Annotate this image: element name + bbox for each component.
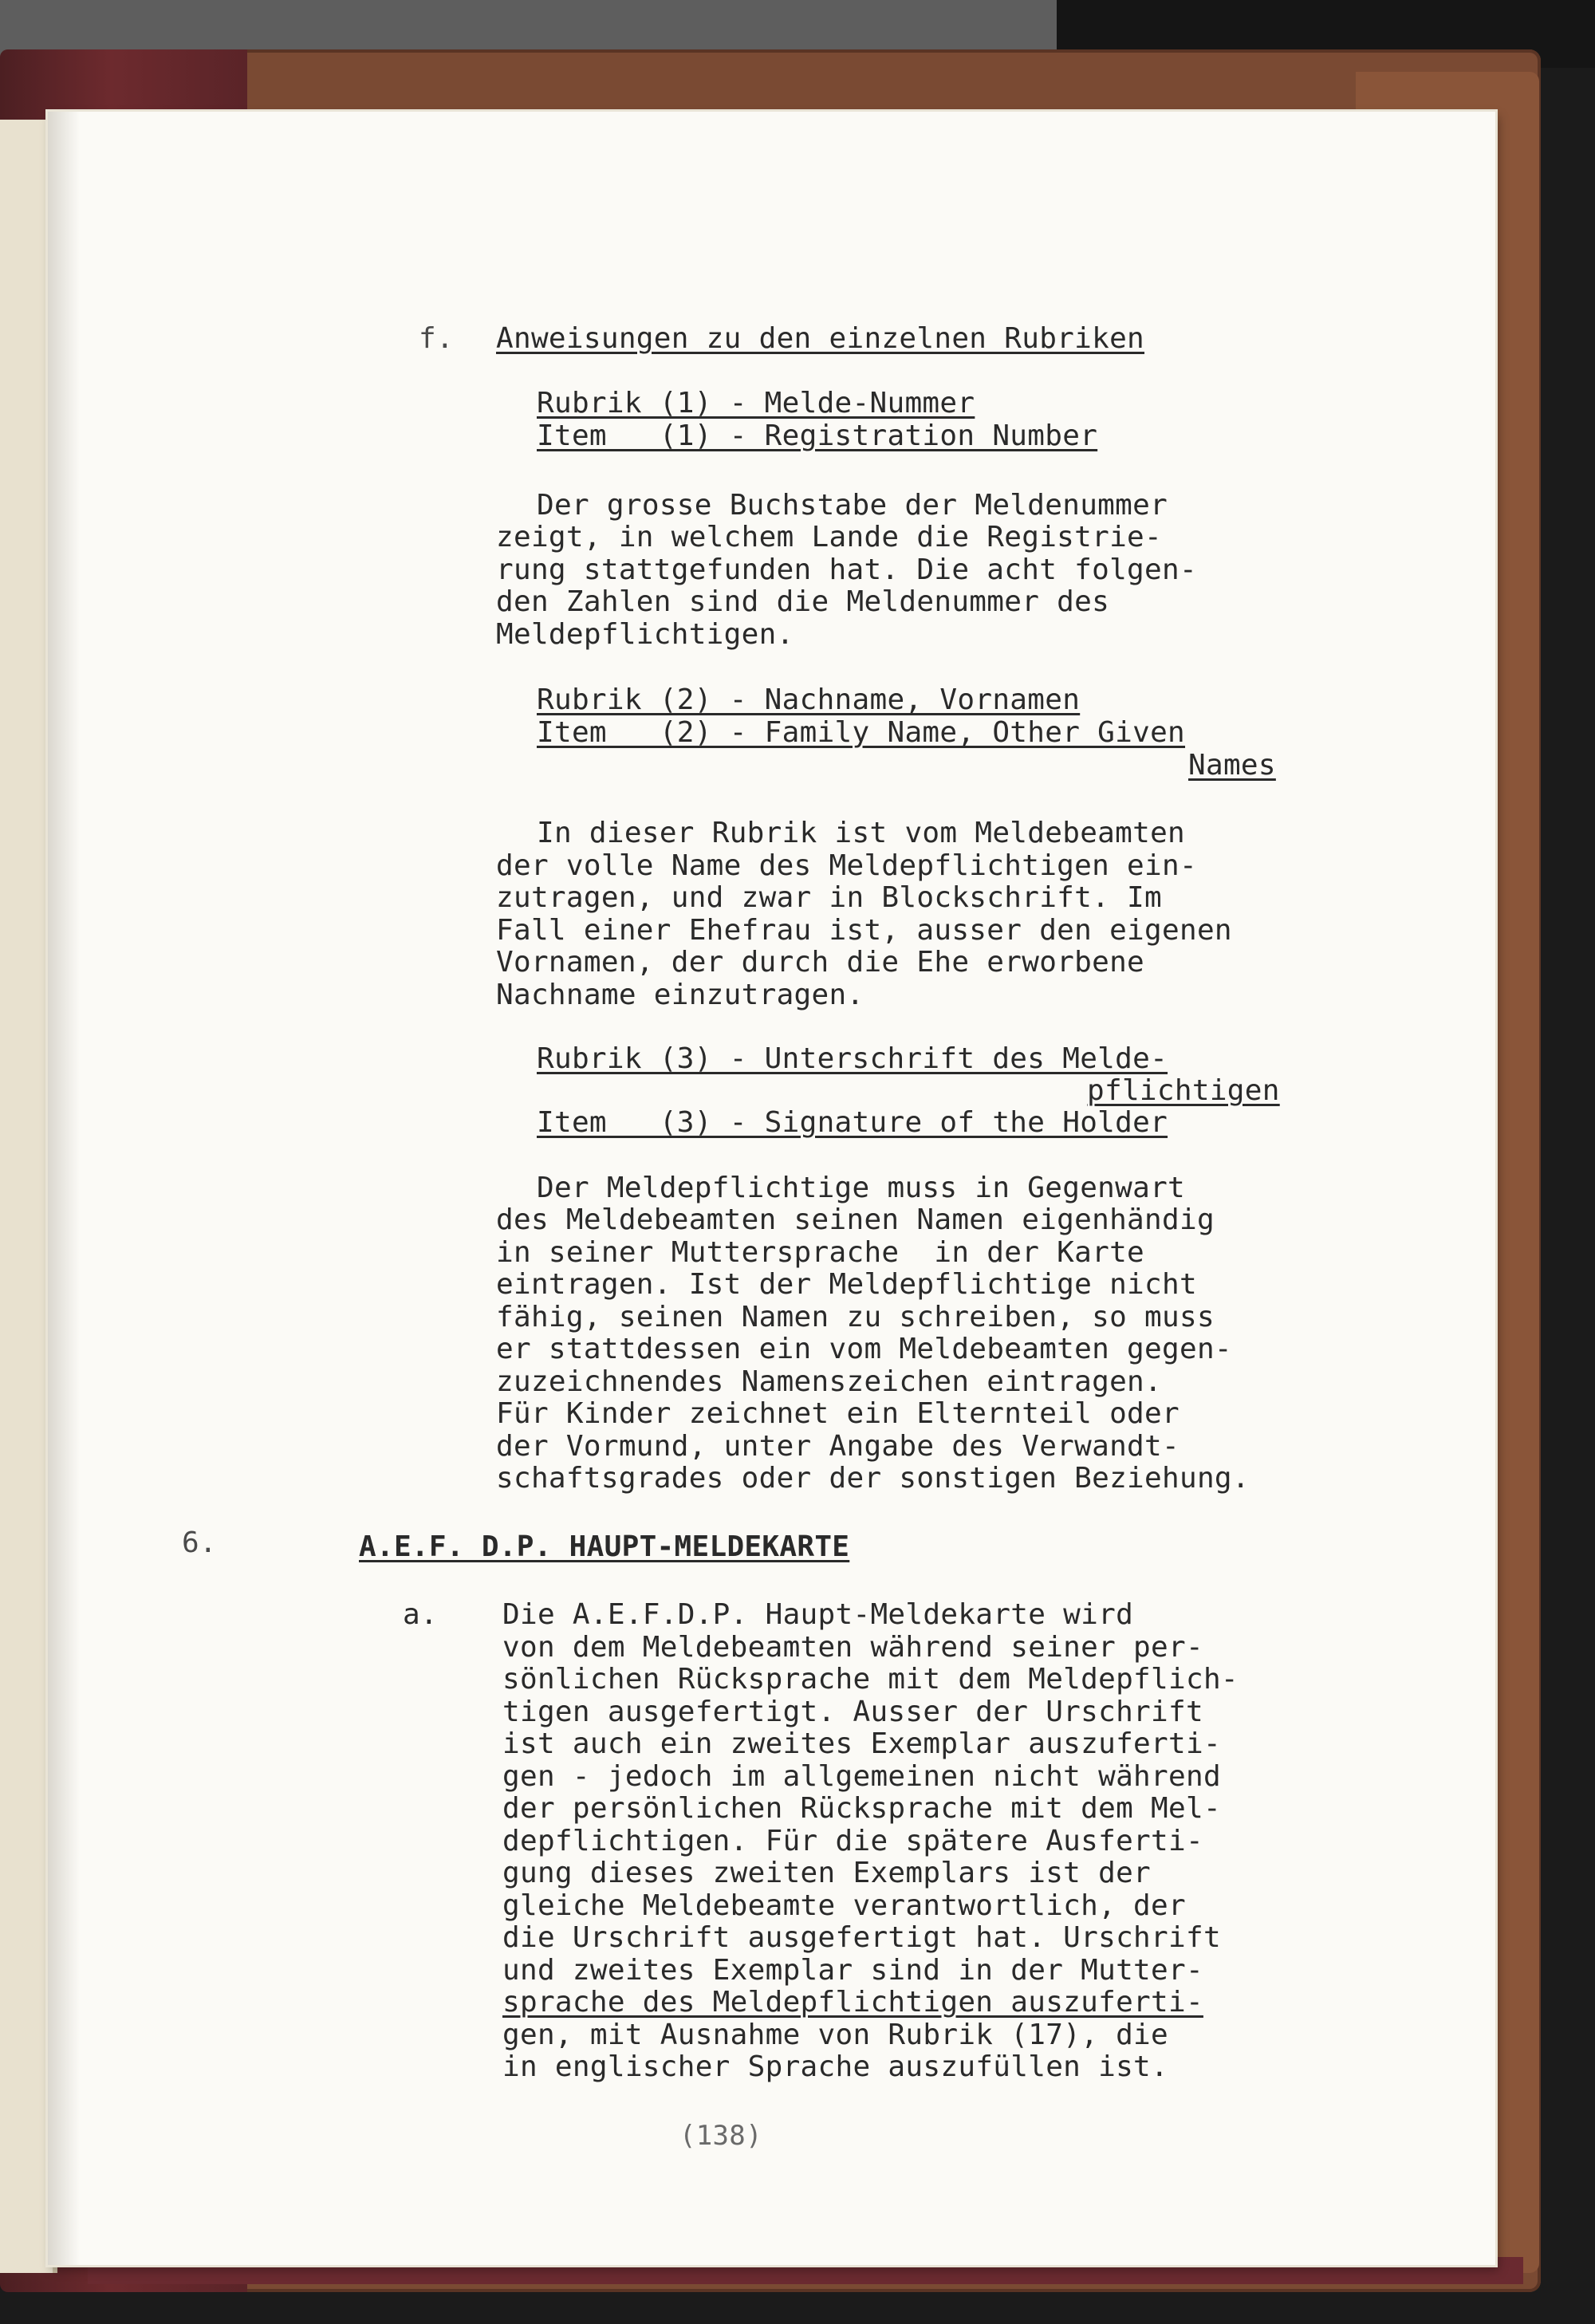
body-line: in englischer Sprache auszufüllen ist. <box>502 2050 1169 2083</box>
item2-item-title: Item (2) - Family Name, Other Given <box>537 716 1186 749</box>
body-line: der Vormund, unter Angabe des Verwandt- <box>496 1430 1180 1463</box>
body-line: Die A.E.F.D.P. Haupt-Meldekarte wird <box>502 1598 1134 1631</box>
body-line: depflichtigen. Für die spätere Ausferti- <box>502 1825 1203 1857</box>
item3-rubrik-title-continued: pflichtigen <box>1087 1074 1280 1107</box>
body-line: des Meldebeamten seinen Namen eigenhändig <box>496 1203 1215 1236</box>
body-line: Nachname einzutragen. <box>496 979 864 1011</box>
item1-item-title: Item (1) - Registration Number <box>537 420 1098 452</box>
body-line: Der grosse Buchstabe der Meldenummer <box>537 489 1168 522</box>
body-line: der persönlichen Rücksprache mit dem Mel- <box>502 1792 1221 1825</box>
section-6-heading: A.E.F. D.P. HAUPT-MELDEKARTE <box>359 1530 850 1563</box>
body-line: Der Meldepflichtige muss in Gegenwart <box>537 1172 1186 1204</box>
body-line: Fall einer Ehefrau ist, ausser den eigenen <box>496 914 1232 947</box>
body-line: sönlichen Rücksprache mit dem Meldepflich- <box>502 1663 1239 1696</box>
body-line: rung stattgefunden hat. Die acht folgen- <box>496 553 1197 586</box>
body-line: schaftsgrades oder der sonstigen Beziehung. <box>496 1462 1250 1495</box>
item2-rubrik-title: Rubrik (2) - Nachname, Vornamen <box>537 683 1081 716</box>
body-line: den Zahlen sind die Meldenummer des <box>496 585 1110 618</box>
body-line: der volle Name des Meldepflichtigen ein- <box>496 849 1197 882</box>
body-line: gen - jedoch im allgemeinen nicht während <box>502 1760 1221 1793</box>
body-line: von dem Meldebeamten während seiner per- <box>502 1631 1203 1664</box>
body-line: fähig, seinen Namen zu schreiben, so muss <box>496 1301 1215 1333</box>
section-f-marker: f. <box>419 322 454 355</box>
body-line: zuzeichnendes Namenszeichen eintragen. <box>496 1365 1163 1398</box>
body-line: zeigt, in welchem Lande die Registrie- <box>496 521 1163 553</box>
item3-rubrik-title: Rubrik (3) - Unterschrift des Melde- <box>537 1042 1168 1075</box>
item2-item-title-continued: Names <box>1188 749 1276 782</box>
body-line: er stattdessen ein vom Meldebeamten gegen- <box>496 1333 1232 1365</box>
section-6-number: 6. <box>182 1526 217 1559</box>
section-f-heading: Anweisungen zu den einzelnen Rubriken <box>496 322 1145 355</box>
body-line: Vornamen, der durch die Ehe erworbene <box>496 946 1145 979</box>
body-line: in seiner Muttersprache in der Karte <box>496 1236 1145 1269</box>
body-line: In dieser Rubrik ist vom Meldebeamten <box>537 817 1186 849</box>
body-line: gleiche Meldebeamte verantwortlich, der <box>502 1889 1186 1922</box>
page-number: (138) <box>679 2120 762 2152</box>
body-line: die Urschrift ausgefertigt hat. Urschrift <box>502 1921 1221 1954</box>
body-line: zutragen, und zwar in Blockschrift. Im <box>496 881 1163 914</box>
body-line: eintragen. Ist der Meldepflichtige nicht <box>496 1268 1197 1301</box>
body-line: sprache des Meldepflichtigen auszuferti- <box>502 1986 1203 2019</box>
body-line: Für Kinder zeichnet ein Elternteil oder <box>496 1397 1180 1430</box>
body-line: gung dieses zweiten Exemplars ist der <box>502 1857 1152 1889</box>
body-line: und zweites Exemplar sind in der Mutter- <box>502 1954 1203 1987</box>
body-line: tigen ausgefertigt. Ausser der Urschrift <box>502 1696 1203 1728</box>
body-line: gen, mit Ausnahme von Rubrik (17), die <box>502 2019 1169 2051</box>
item3-item-title: Item (3) - Signature of the Holder <box>537 1106 1168 1139</box>
para-a-marker: a. <box>403 1598 438 1631</box>
body-line: ist auch ein zweites Exemplar auszuferti- <box>502 1727 1221 1760</box>
body-line: Meldepflichtigen. <box>496 618 794 651</box>
page-gutter-shadow <box>48 112 80 2265</box>
item1-rubrik-title: Rubrik (1) - Melde-Nummer <box>537 387 975 420</box>
